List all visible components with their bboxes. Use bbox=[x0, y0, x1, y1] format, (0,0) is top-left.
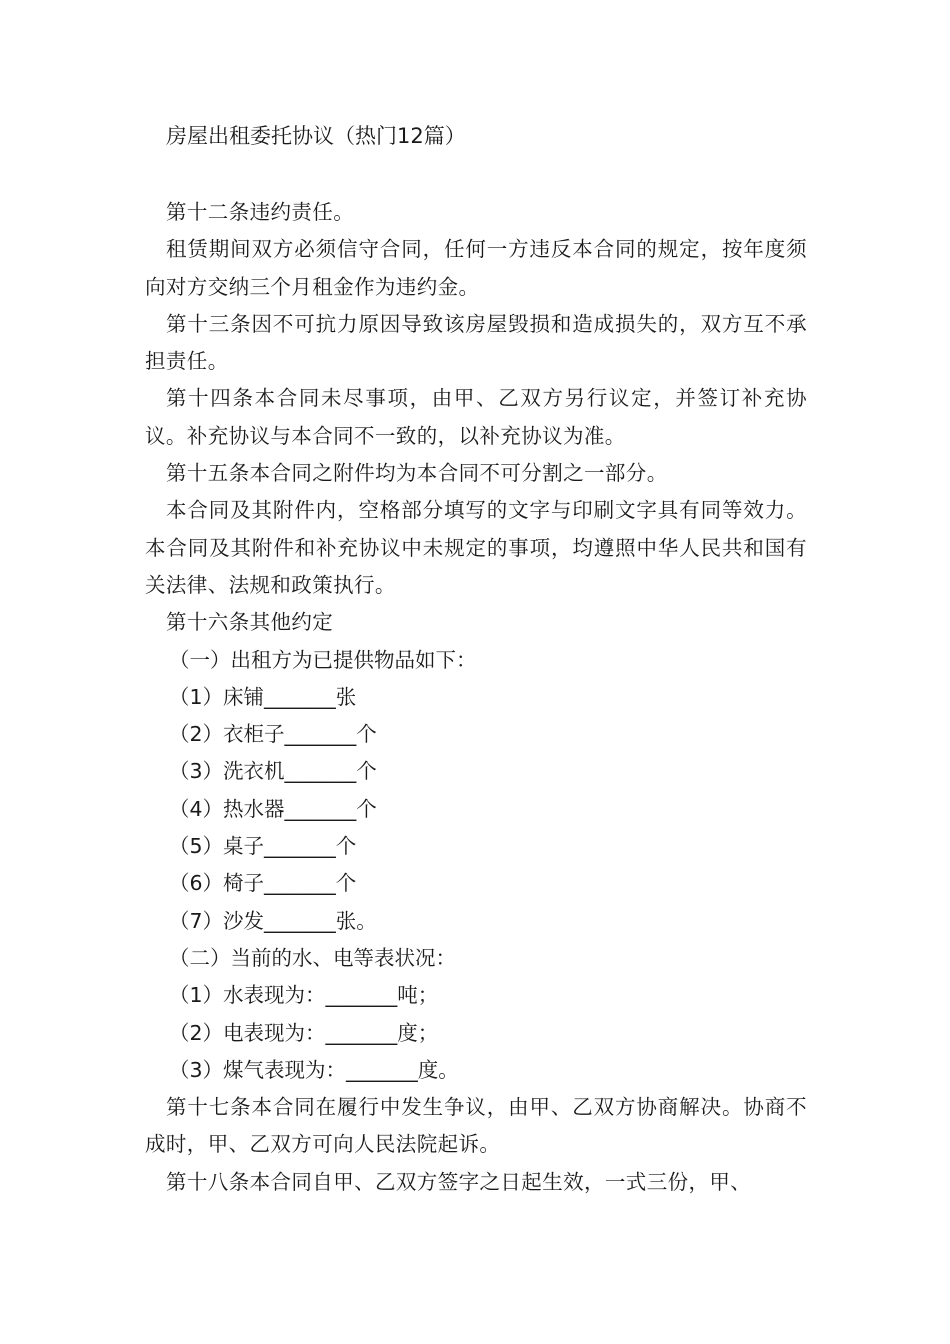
article-17: 第十七条本合同在履行中发生争议，由甲、乙双方协商解决。协商不成时，甲、乙双方可向人民法院起诉。 bbox=[145, 1095, 807, 1157]
section-2-heading: （二）当前的水、电等表状况： bbox=[169, 945, 456, 970]
article-15-body: 本合同及其附件内，空格部分填写的文字与印刷文字具有同等效力。本合同及其附件和补充协议中未规定的事项，均遵照中华人民共和国有关法律、法规和政策执行。 bbox=[145, 498, 807, 597]
document-body bbox=[145, 194, 807, 1201]
article-12-body: 租赁期间双方必须信守合同，任何一方违反本合同的规定，按年度须向对方交纳三个月租金作为违约金。 bbox=[145, 237, 807, 299]
list-item: （5）桌子_______个 bbox=[169, 834, 357, 859]
list-item: （6）椅子_______个 bbox=[169, 871, 357, 896]
list-item: （1）床铺_______张 bbox=[169, 684, 357, 709]
article-12-heading: 第十二条违约责任。 bbox=[166, 200, 355, 224]
list-item: （2）衣柜子_______个 bbox=[169, 722, 377, 747]
list-item: （7）沙发_______张。 bbox=[169, 908, 377, 933]
section-1-heading: （一）出租方为已提供物品如下： bbox=[169, 647, 477, 672]
article-15: 第十五条本合同之附件均为本合同不可分割之一部分。 bbox=[166, 461, 668, 486]
article-13: 第十三条因不可抗力原因导致该房屋毁损和造成损失的，双方互不承担责任。 bbox=[145, 311, 807, 374]
list-item: （1）水表现为：_______吨； bbox=[169, 983, 439, 1008]
list-item: （3）洗衣机_______个 bbox=[169, 759, 377, 784]
list-item: （3）煤气表现为：_______度。 bbox=[169, 1057, 459, 1082]
document-title: 房屋出租委托协议（热门12篇） bbox=[166, 124, 466, 148]
article-18: 第十八条本合同自甲、乙双方签字之日起生效，一式三份，甲、 bbox=[166, 1169, 752, 1194]
list-item: （2）电表现为：_______度； bbox=[169, 1020, 439, 1045]
article-14: 第十四条本合同未尽事项，由甲、乙双方另行议定，并签订补充协议。补充协议与本合同不一致的，以补充协议为准。 bbox=[145, 386, 807, 448]
article-16-heading: 第十六条其他约定 bbox=[166, 610, 334, 635]
list-item: （4）热水器_______个 bbox=[169, 796, 377, 821]
